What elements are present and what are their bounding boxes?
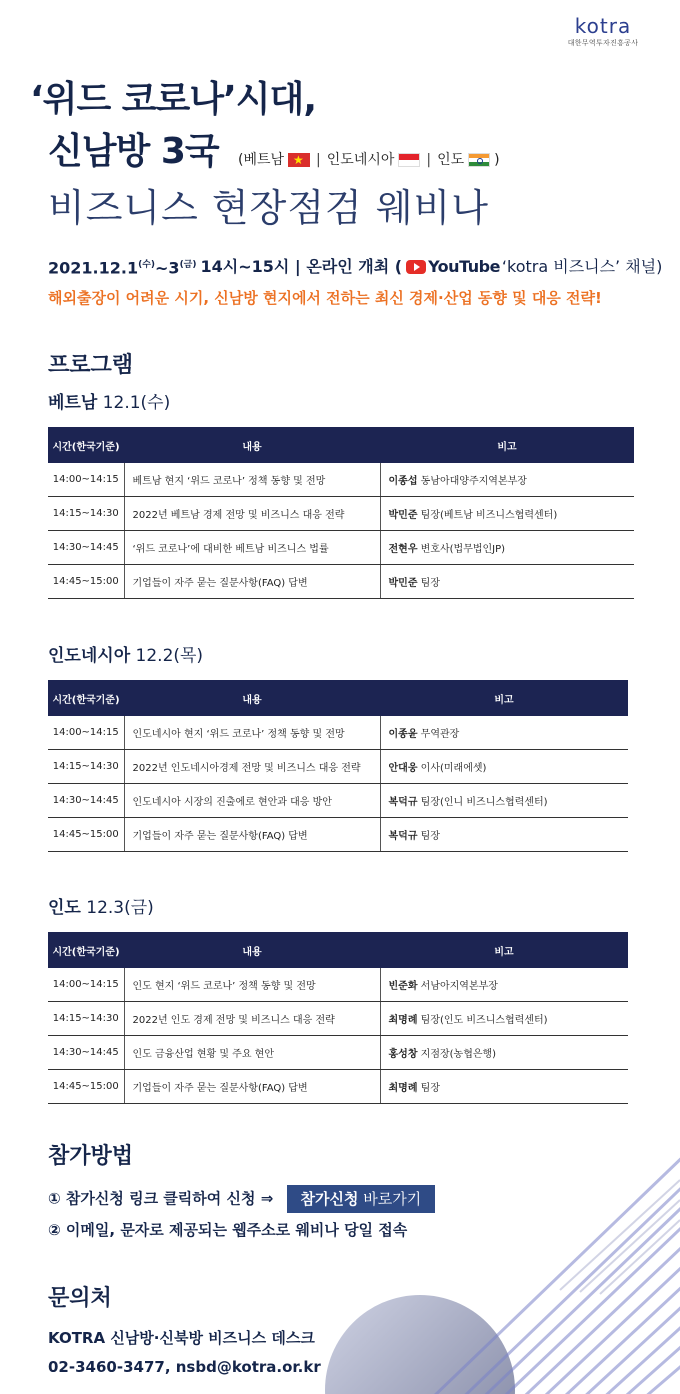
speaker-name: 전현우 [388,544,418,555]
table-row [48,1070,628,1104]
col-header-content: 내용 [124,680,380,716]
cell-content: 기업들이 자주 묻는 질문사항(FAQ) 답변 [124,818,380,852]
cell-time: 14:30~14:45 [48,784,124,818]
table-row [48,531,634,565]
title-line-3: 비즈니스 현장점검 웨비나 [48,186,489,230]
divider: | [426,152,432,168]
logo-subtitle: 대한무역투자진흥공사 [567,39,639,47]
col-header-note: 비고 [380,932,628,968]
speaker-role: 팀장 [417,1083,440,1094]
speaker-role: 팀장(인니 비즈니스협력센터) [417,797,548,808]
day-country: 인도네시아 [48,646,131,666]
speaker-role: 이사(미래에셋) [417,763,487,774]
day-heading-vietnam [48,391,170,415]
cell-time: 14:45~15:00 [48,818,124,852]
day-date: 12.1(수) [97,393,171,413]
cell-time: 14:30~14:45 [48,531,124,565]
country-list [238,150,500,170]
cell-note [380,716,628,750]
cell-content: 2022년 베트남 경제 전망 및 비즈니스 대응 전략 [124,497,380,531]
cell-note [380,1002,628,1036]
participation-step-2: ② 이메일, 문자로 제공되는 웹주소로 웨비나 당일 접속 [48,1221,408,1239]
date-end: ~3 [155,258,180,278]
apply-link-button[interactable] [287,1185,436,1213]
speaker-role: 변호사(법무법인JP) [417,544,506,555]
country-indonesia: 인도네시아 [326,152,395,168]
table-row [48,784,628,818]
speaker-role: 팀장(베트남 비즈니스협력센터) [417,510,558,521]
contact-desk: KOTRA 신남방·신북방 비즈니스 데스크 [48,1329,315,1347]
youtube-play-icon [406,260,426,274]
india-flag-icon [468,153,490,167]
speaker-name: 박민준 [388,578,418,589]
cell-note [380,463,634,497]
program-heading: 프로그램 [48,353,134,378]
col-header-time: 시간(한국기준) [48,932,124,968]
col-header-note: 비고 [380,680,628,716]
contact-phone-email: 02-3460-3477, nsbd@kotra.or.kr [48,1358,321,1376]
apply-button-label: 참가신청 [300,1190,359,1208]
cell-note [380,497,634,531]
cell-content: ‘위드 코로나’에 대비한 베트남 비즈니스 법률 [124,531,380,565]
speaker-name: 이종섭 [388,476,418,487]
speaker-role: 팀장(인도 비즈니스협력센터) [417,1015,548,1026]
speaker-role: 서남아지역본부장 [417,981,498,992]
apply-button-suffix: 바로가기 [358,1190,422,1208]
speaker-role: 동남아대양주지역본부장 [417,476,527,487]
cell-note [380,565,634,599]
speaker-role: 지점장(농협은행) [417,1049,497,1060]
cell-note [380,818,628,852]
country-vietnam: (베트남 [238,152,285,168]
cell-note [380,750,628,784]
title-line-2: 신남방 3국 [48,131,219,172]
speaker-name: 복덕규 [388,831,418,842]
cell-note [380,968,628,1002]
kotra-logo [555,14,651,48]
channel-name: ‘kotra 비즈니스’ 채널) [501,256,663,276]
title-line-1: ‘위드 코로나’시대, [30,79,316,120]
country-close-paren: ) [494,152,500,168]
cell-time: 14:15~14:30 [48,750,124,784]
cell-time: 14:15~14:30 [48,497,124,531]
day-country: 인도 [48,898,81,918]
cell-note [380,1070,628,1104]
cell-content: 기업들이 자주 묻는 질문사항(FAQ) 답변 [124,565,380,599]
table-row [48,1036,628,1070]
speaker-name: 홍성창 [388,1049,418,1060]
participation-step-1 [48,1185,435,1213]
day-heading-indonesia [48,644,203,668]
date-start: 2021.12.1 [48,258,139,278]
cell-content: 2022년 인도네시아경제 전망 및 비즈니스 대응 전략 [124,750,380,784]
program-table-vietnam [48,427,634,599]
speaker-role: 무역관장 [417,729,460,740]
contact-heading: 문의처 [48,1286,112,1311]
event-date-line [48,253,662,280]
date-weekday-1: (수) [138,260,156,270]
cell-content: 베트남 현지 ‘위드 코로나’ 정책 동향 및 전망 [124,463,380,497]
day-date: 12.3(금) [80,898,154,918]
col-header-time: 시간(한국기준) [48,680,124,716]
event-time-format: 14시~15시 | 온라인 개최 ( [200,256,403,276]
cell-content: 인도 현지 ‘위드 코로나’ 정책 동향 및 전망 [124,968,380,1002]
speaker-role: 팀장 [417,831,440,842]
indonesia-flag-icon [398,153,420,167]
event-date [48,253,196,280]
table-row [48,968,628,1002]
cell-time: 14:00~14:15 [48,716,124,750]
participation-heading: 참가방법 [48,1144,134,1169]
table-row [48,463,634,497]
cell-time: 14:00~14:15 [48,463,124,497]
table-row [48,1002,628,1036]
col-header-note: 비고 [380,427,634,463]
speaker-role: 팀장 [417,578,440,589]
table-header-row [48,680,628,716]
event-subtitle: 해외출장이 어려운 시기, 신남방 현지에서 전하는 최신 경제·산업 동향 및 대응 전략! [48,289,602,307]
program-table-indonesia [48,680,628,852]
day-date: 12.2(목) [130,646,204,666]
col-header-content: 내용 [124,932,380,968]
cell-content: 인도네시아 현지 ‘위드 코로나’ 정책 동향 및 전망 [124,716,380,750]
cell-time: 14:45~15:00 [48,1070,124,1104]
table-row [48,818,628,852]
step-1-text: ① 참가신청 링크 클릭하여 신청 ⇒ [48,1189,274,1208]
table-row [48,565,634,599]
date-weekday-2: (금) [179,260,197,270]
speaker-name: 복덕규 [388,797,418,808]
country-india: 인도 [437,152,465,168]
cell-time: 14:15~14:30 [48,1002,124,1036]
divider: | [316,152,321,168]
table-header-row [48,932,628,968]
logo-wordmark: kotra [574,14,632,38]
cell-note [380,1036,628,1070]
speaker-name: 빈준화 [388,981,418,992]
speaker-name: 안대웅 [388,763,418,774]
day-country: 베트남 [48,393,98,413]
col-header-time: 시간(한국기준) [48,427,124,463]
cell-content: 인도네시아 시장의 진출에로 현안과 대응 방안 [124,784,380,818]
speaker-name: 이종윤 [388,729,418,740]
cell-content: 기업들이 자주 묻는 질문사항(FAQ) 답변 [124,1070,380,1104]
cell-note [380,784,628,818]
cell-time: 14:45~15:00 [48,565,124,599]
table-header-row [48,427,634,463]
youtube-channel-link[interactable] [406,255,662,279]
speaker-name: 최명례 [388,1015,418,1026]
table-row [48,716,628,750]
cell-time: 14:30~14:45 [48,1036,124,1070]
youtube-wordmark: YouTube [428,256,500,276]
speaker-name: 박민준 [388,510,418,521]
cell-note [380,531,634,565]
cell-content: 2022년 인도 경제 전망 및 비즈니스 대응 전략 [124,1002,380,1036]
table-row [48,497,634,531]
col-header-content: 내용 [124,427,380,463]
cell-time: 14:00~14:15 [48,968,124,1002]
speaker-name: 최명례 [388,1083,418,1094]
program-table-india [48,932,628,1104]
vietnam-flag-icon [288,153,310,167]
day-heading-india [48,896,154,920]
cell-content: 인도 금융산업 현황 및 주요 현안 [124,1036,380,1070]
table-row [48,750,628,784]
